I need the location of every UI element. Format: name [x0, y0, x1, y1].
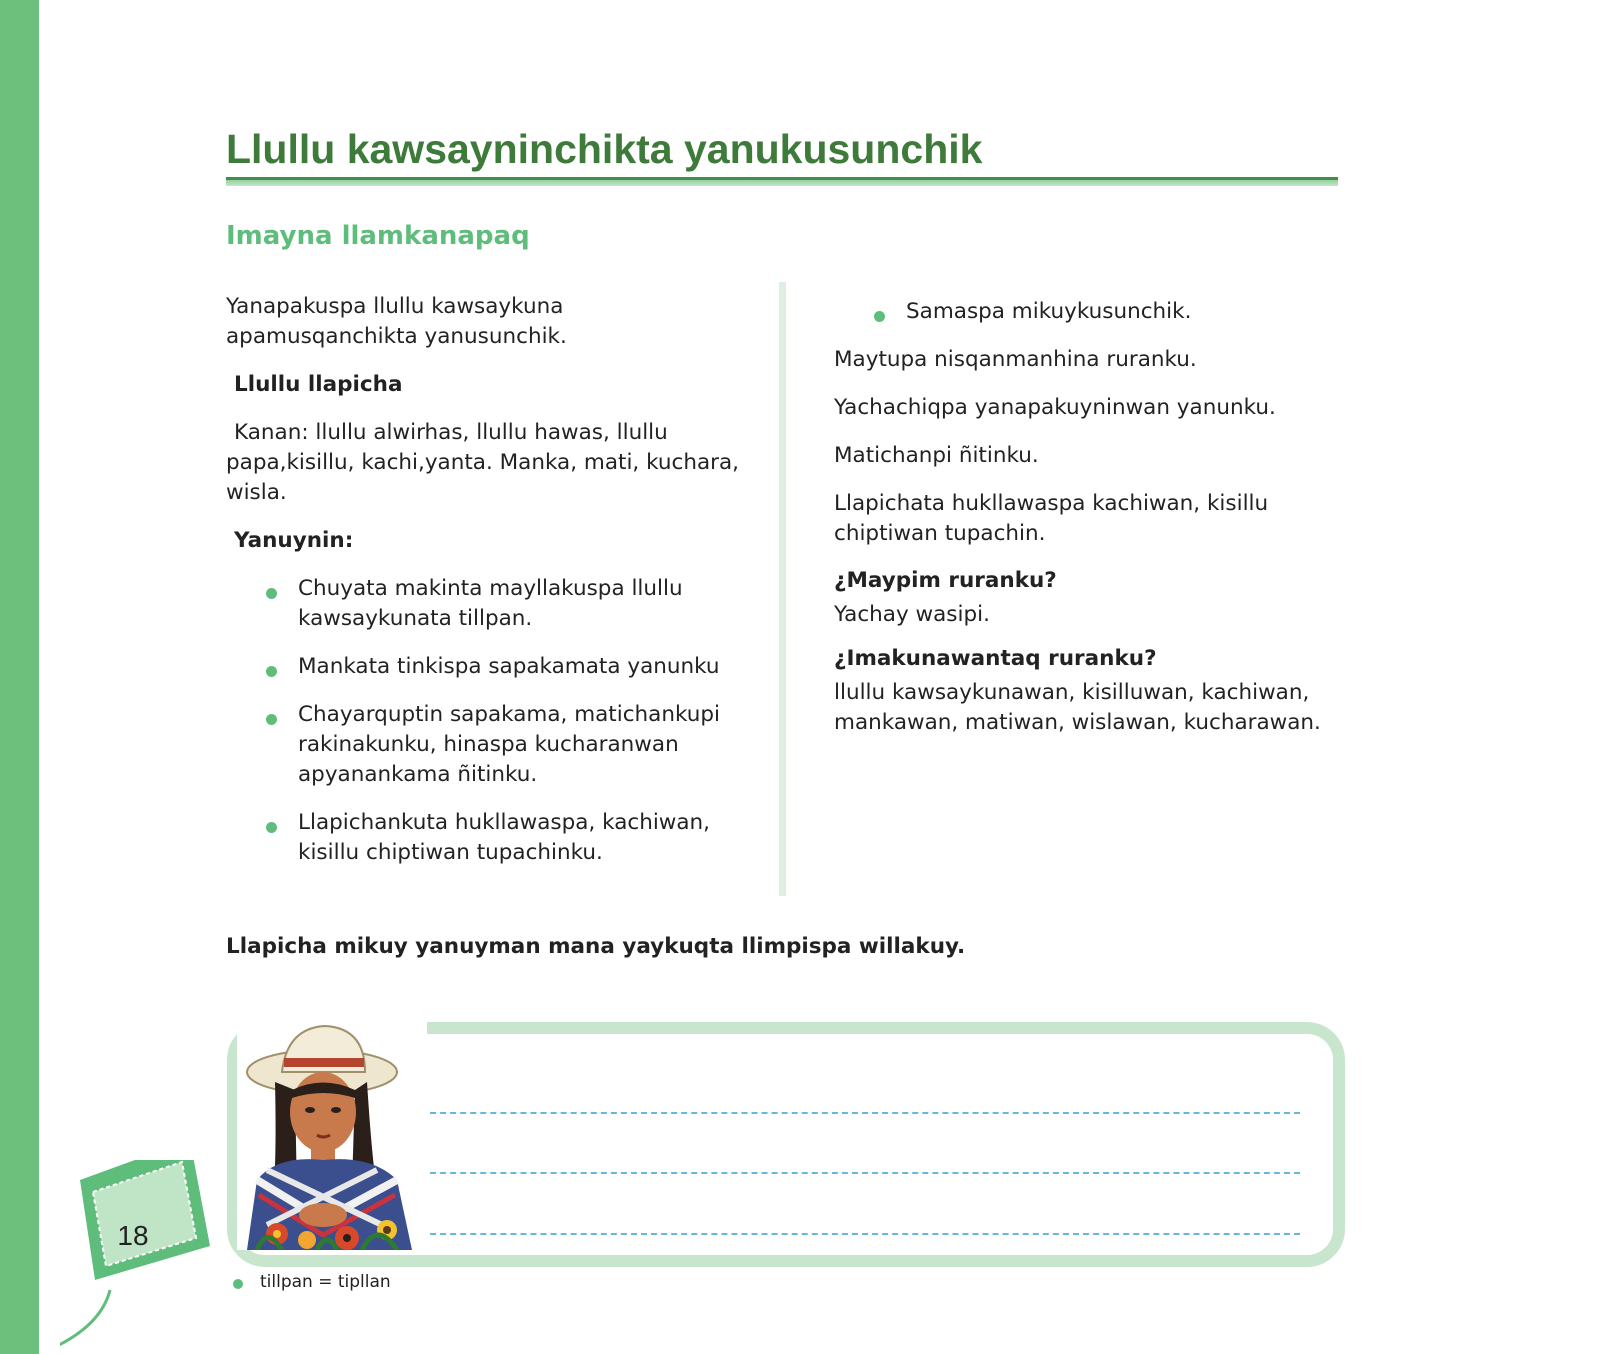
- ingredients-text: Kanan: llullu alwirhas, llullu hawas, llullu papa,kisillu, kachi,yanta. Manka, mati, kuchara, wisla.: [226, 420, 739, 505]
- question-with-what: ¿Imakunawantaq ruranku?: [834, 646, 1157, 671]
- right-column: [834, 297, 1354, 738]
- side-bar: [0, 0, 39, 1354]
- answer-with-what: llullu kawsaykunawan, kisilluwan, kachiwan, mankawan, matiwan, wislawan, kucharawan.: [834, 680, 1321, 735]
- writing-line[interactable]: [420, 1112, 1300, 1114]
- right-paragraph: Maytupa nisqanmanhina ruranku.: [834, 347, 1197, 372]
- right-paragraph: Llapichata hukllawaspa kachiwan, kisillu chiptiwan tupachin.: [834, 491, 1269, 546]
- title-underline: [226, 177, 1338, 186]
- answer-where: Yachay wasipi.: [834, 602, 990, 627]
- girl-illustration: [237, 1020, 427, 1250]
- question-where: ¿Maypim ruranku?: [834, 568, 1057, 593]
- kite-page-badge: [60, 1160, 210, 1354]
- footnote-text: tillpan = tipllan: [260, 1272, 391, 1292]
- steps-list: [226, 574, 756, 868]
- intro-paragraph: Yanapakuspa llullu kawsaykuna apamusqanchikta yanusunchik.: [226, 294, 567, 349]
- step-item: Mankata tinkispa sapakamata yanunku: [226, 652, 756, 682]
- page-title: Llullu kawsayninchikta yanukusunchik: [226, 126, 983, 172]
- vocabulary-footnote: [233, 1272, 391, 1292]
- left-column: [226, 292, 756, 868]
- ingredients-paragraph: [226, 418, 756, 508]
- right-bullet-list: [834, 297, 1354, 327]
- activity-instruction: Llapicha mikuy yanuyman mana yaykuqta llimpispa willakuy.: [226, 934, 966, 959]
- right-paragraph: Matichanpi ñitinku.: [834, 443, 1039, 468]
- step-item: Chayarquptin sapakama, matichankupi rakinakunku, hinaspa kucharanwan apyanankama ñitinku.: [226, 700, 756, 790]
- section-subtitle: Imayna llamkanapaq: [226, 221, 530, 251]
- steps-heading: Yanuynin:: [234, 528, 354, 553]
- column-divider: [779, 282, 786, 896]
- rest-bullet: Samaspa mikuykusunchik.: [834, 297, 1354, 327]
- page-number: 18: [117, 1220, 149, 1251]
- step-item: Llapichankuta hukllawaspa, kachiwan, kisillu chiptiwan tupachinku.: [226, 808, 756, 868]
- step-item: Chuyata makinta mayllakuspa llullu kawsaykunata tillpan.: [226, 574, 756, 634]
- right-paragraph: Yachachiqpa yanapakuyninwan yanunku.: [834, 395, 1276, 420]
- ingredients-heading: Llullu llapicha: [234, 372, 403, 397]
- writing-line[interactable]: [420, 1233, 1300, 1235]
- writing-line[interactable]: [420, 1172, 1300, 1174]
